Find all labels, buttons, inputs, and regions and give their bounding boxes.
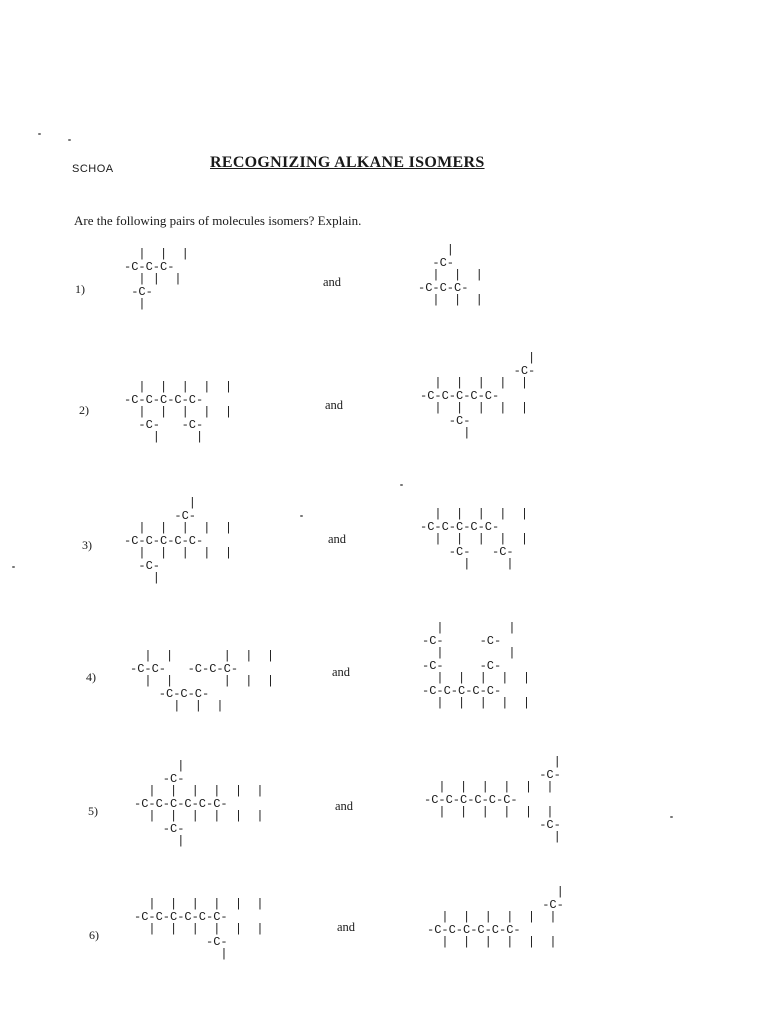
- scan-speck: [400, 484, 403, 486]
- instructions: Are the following pairs of molecules isomers? Explain.: [74, 213, 362, 228]
- worksheet-title: RECOGNIZING ALKANE ISOMERS: [210, 154, 485, 171]
- problem-1-number: 1): [75, 282, 85, 296]
- problem-2-and: and: [325, 398, 344, 412]
- problem-5-number: 5): [88, 804, 98, 818]
- problem-6-and: and: [337, 920, 356, 934]
- scan-speck: [670, 816, 673, 818]
- problem-2-left-molecule: | | | | | -C-C-C-C-C- | | | | | -C- -C- | |: [124, 380, 233, 444]
- school-name: SCHOA: [72, 163, 114, 175]
- problem-5-right-molecule: | -C- | | | | | | -C-C-C-C-C-C- | | | | | | -C- |: [424, 755, 561, 844]
- problem-1-left-molecule: | | | -C-C-C- | | | -C- |: [124, 247, 189, 311]
- problem-6-left-molecule: | | | | | | -C-C-C-C-C-C- | | | | | | -C- |: [134, 897, 264, 961]
- problem-1-right-molecule: | -C- | | | -C-C-C- | | |: [418, 243, 483, 307]
- problem-6-right-molecule: | -C- | | | | | | -C-C-C-C-C-C- | | | | | |: [427, 885, 564, 949]
- scan-speck: [68, 139, 71, 141]
- problem-1-and: and: [323, 275, 342, 289]
- problem-4-right-molecule: | | -C- -C- | | -C- -C- | | | | | -C-C-C-C-C- | | | | |: [422, 621, 531, 710]
- problem-4-and: and: [332, 665, 351, 679]
- problem-3-left-molecule: | -C- | | | | | -C-C-C-C-C- | | | | | -C- |: [124, 496, 233, 585]
- problem-3-right-molecule: | | | | | -C-C-C-C-C- | | | | | -C- -C- | |: [420, 507, 529, 571]
- scan-speck: [12, 566, 15, 568]
- scan-speck: [300, 515, 303, 517]
- problem-2-right-molecule: | -C- | | | | | -C-C-C-C-C- | | | | | -C- |: [420, 351, 536, 440]
- problem-5-and: and: [335, 799, 354, 813]
- problem-2-number: 2): [79, 403, 89, 417]
- problem-3-and: and: [328, 532, 347, 546]
- problem-3-number: 3): [82, 538, 92, 552]
- problem-4-number: 4): [86, 670, 96, 684]
- problem-5-left-molecule: | -C- | | | | | | -C-C-C-C-C-C- | | | | | | -C- |: [134, 759, 264, 848]
- scan-speck: [38, 133, 41, 135]
- problem-4-left-molecule: | | | | | -C-C- -C-C-C- | | | | | -C-C-C- | | |: [130, 649, 275, 713]
- problem-6-number: 6): [89, 928, 99, 942]
